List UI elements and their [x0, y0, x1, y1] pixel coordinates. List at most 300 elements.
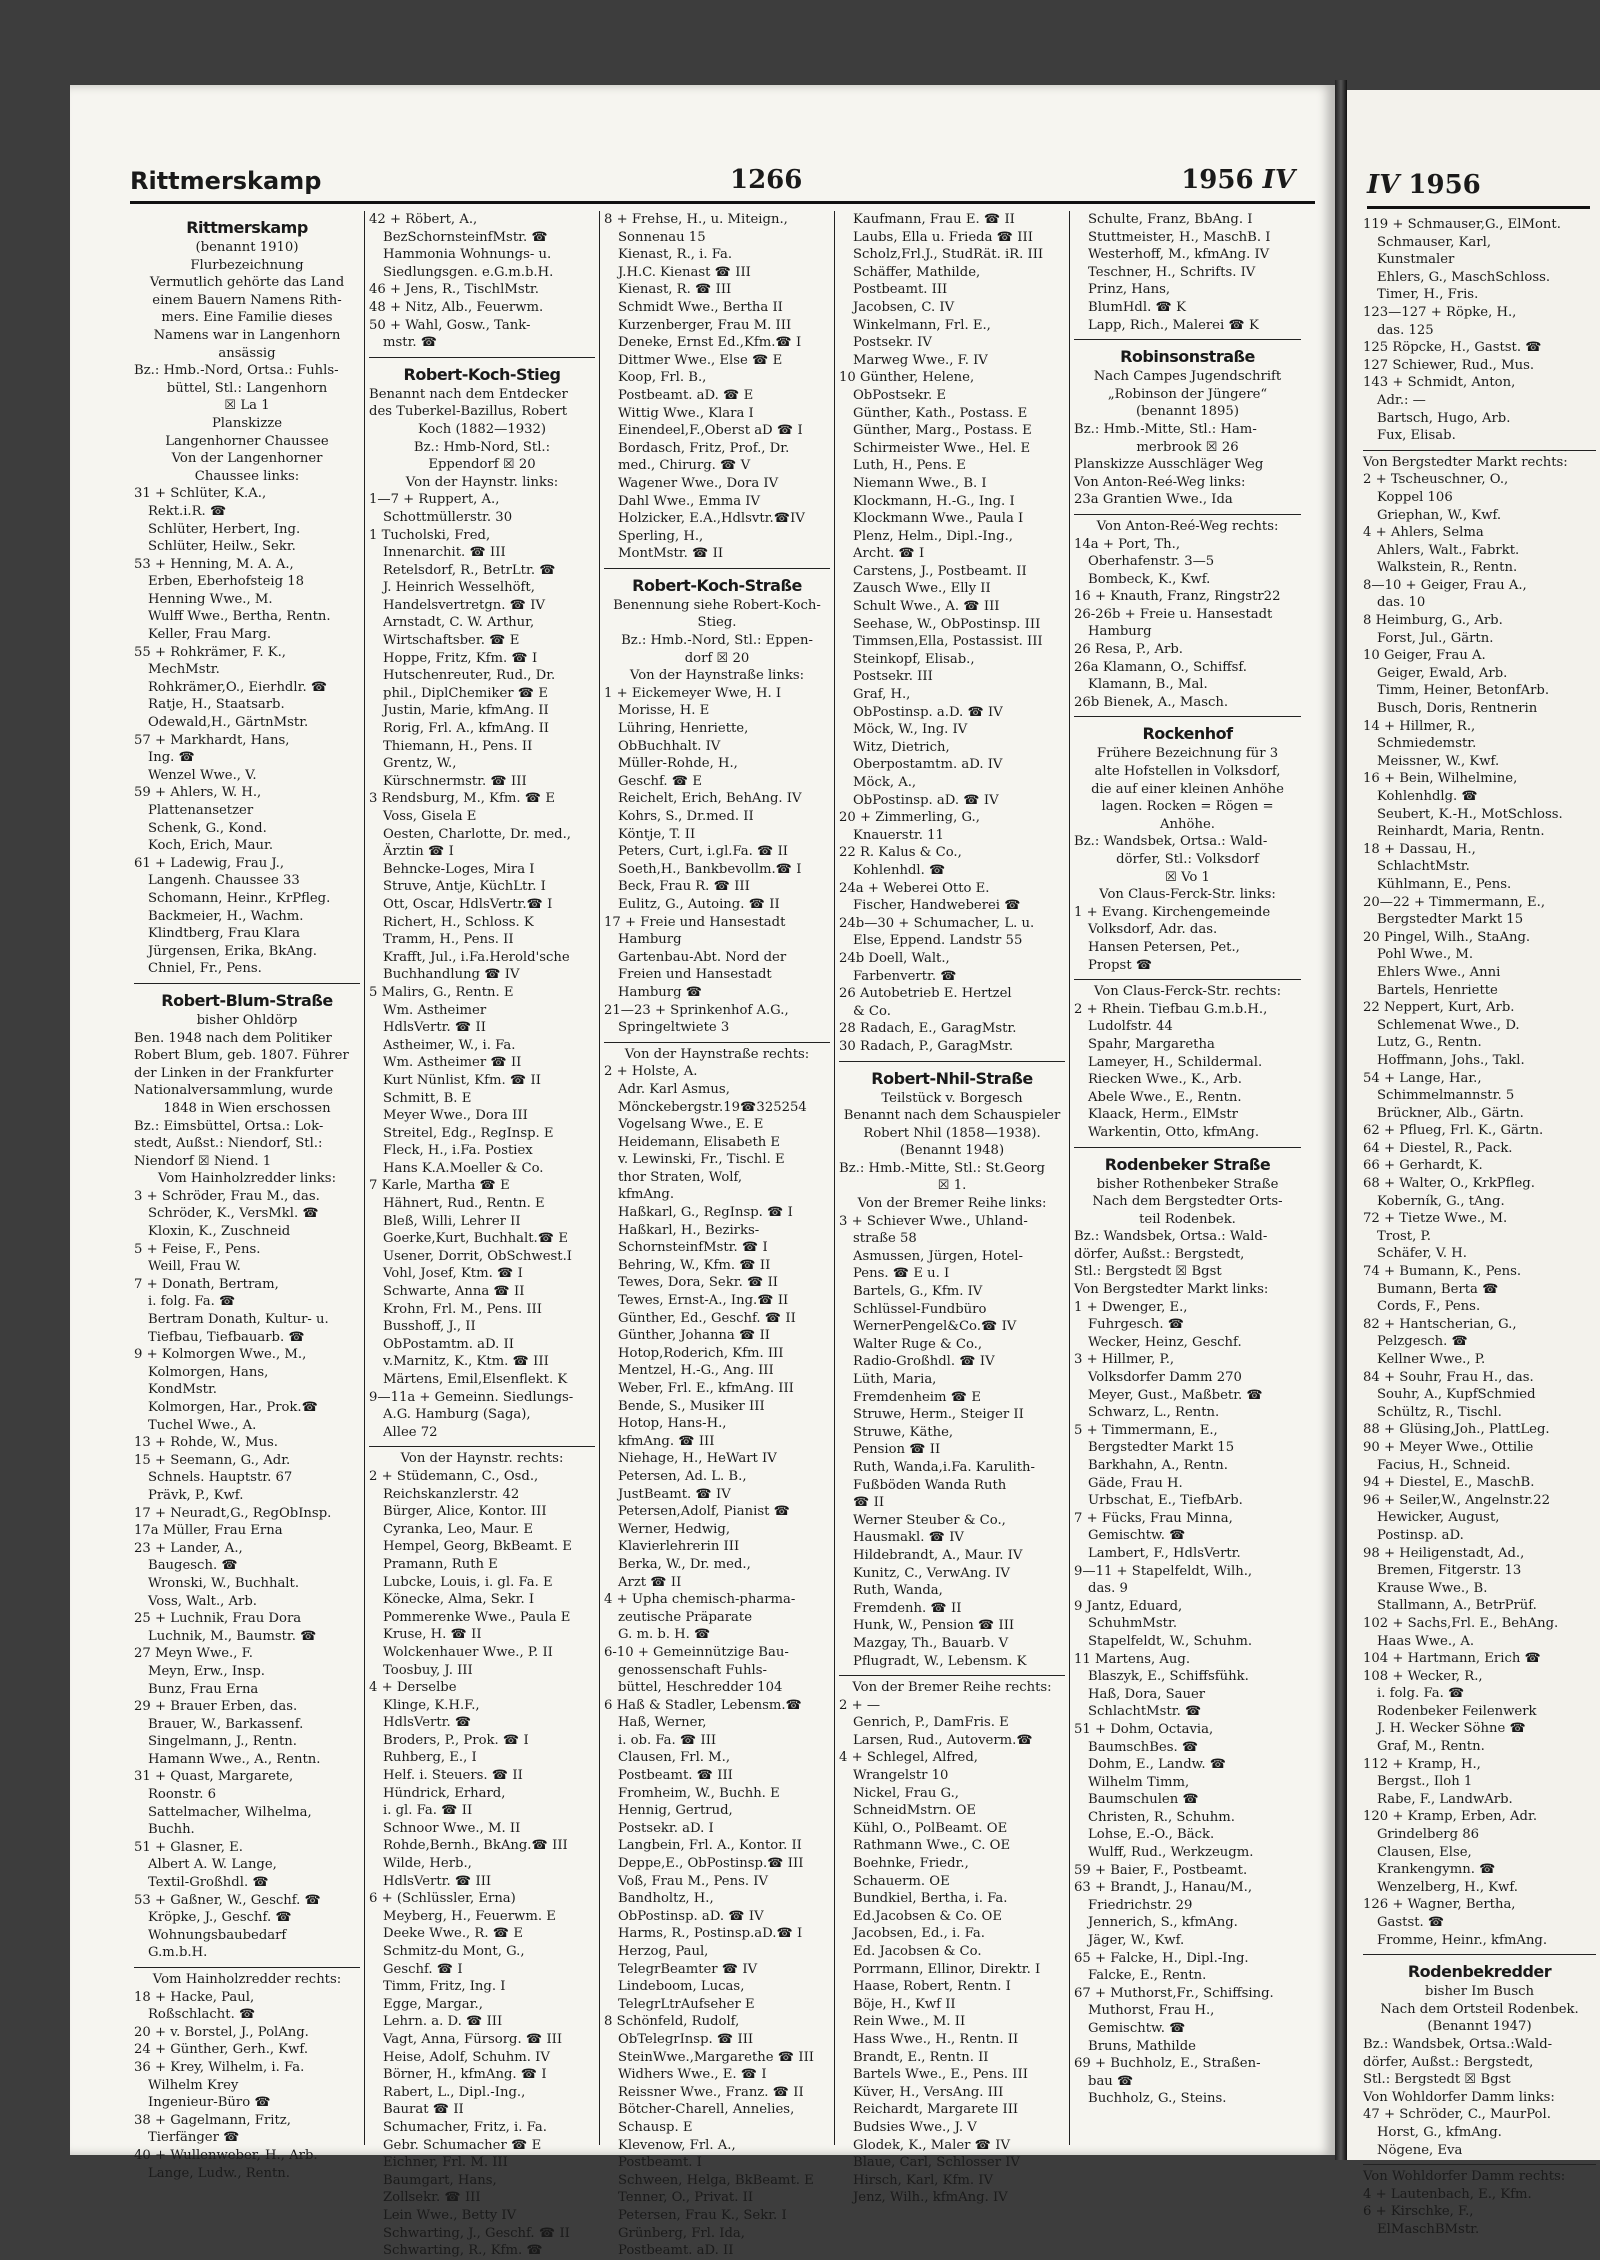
resident-entry: Christen, R., Schuhm.: [1088, 1809, 1235, 1825]
resident-entry: Schlüssel-Fundbüro: [853, 1301, 987, 1317]
street-note: büttel, Stl.: Langenhorn: [166, 380, 328, 396]
address-entry: 53 + Henning, M. A. A.,: [134, 556, 294, 572]
address-entry: 3 Rendsburg, M., Kfm. ☎ E: [369, 791, 556, 807]
street-note: Langenhorner Chaussee: [165, 433, 329, 449]
resident-entry: Weber, Frl. E., kfmAng. III: [618, 1381, 794, 1396]
resident-entry: Märtens, Emil,Elsenflekt. K: [383, 1372, 568, 1387]
address-entry: Bz.: Wandsbek, Ortsa.:Wald-: [1363, 2036, 1553, 2052]
resident-entry: Postbeamt. aD. ☎ E: [618, 387, 754, 403]
street-heading: Robinsonstraße: [1120, 347, 1255, 367]
resident-entry: Müller-Rohde, H.,: [618, 756, 738, 772]
resident-entry: Haas Wwe., A.: [1377, 1633, 1475, 1649]
resident-entry: Kohlenhdlg. ☎: [1377, 789, 1478, 804]
resident-entry: Köntje, T. II: [618, 826, 696, 842]
resident-entry: Möck, A.,: [853, 775, 917, 790]
street-note: ☒ La 1: [224, 398, 270, 414]
street-note: Vermutlich gehörte das Land: [149, 275, 345, 291]
resident-entry: Vogelsang Wwe., E. E: [618, 1117, 764, 1133]
street-note: Nach dem Ortsteil Rodenbek.: [1380, 2001, 1579, 2017]
resident-entry: Schnoor Wwe., M. II: [383, 1820, 521, 1836]
resident-entry: genossenschaft Fuhls-: [618, 1662, 767, 1678]
resident-entry: Thiemann, H., Pens. II: [383, 738, 533, 754]
resident-entry: Reichardt, Margarete III: [853, 2102, 1019, 2118]
resident-entry: Hempel, Georg, BkBeamt. E: [383, 1539, 572, 1555]
resident-entry: Kienast, R. ☎ III: [618, 282, 732, 298]
resident-entry: Ruhberg, E., I: [383, 1750, 477, 1766]
resident-entry: ObPostinsp. aD. ☎ IV: [853, 792, 999, 808]
address-entry: Benannt nach dem Entdecker: [369, 386, 568, 402]
resident-entry: Koop, Frl. B.,: [618, 370, 707, 386]
resident-entry: Carstens, J., Postbeamt. II: [853, 563, 1027, 579]
resident-entry: Kellner Wwe., P.: [1377, 1352, 1486, 1367]
resident-entry: Roßschlacht. ☎: [148, 2007, 256, 2023]
resident-entry: Hamann Wwe., A., Rentn.: [148, 1751, 321, 1767]
resident-entry: Sonnenau 15: [618, 229, 706, 245]
address-entry: 22 Neppert, Kurt, Arb.: [1363, 1000, 1515, 1016]
resident-entry: Küver, H., VersAng. III: [853, 2084, 1004, 2100]
resident-entry: Schmitt, B. E: [383, 1090, 472, 1106]
address-entry: 8 Schönfeld, Rudolf,: [604, 2014, 740, 2030]
resident-entry: Witz, Dietrich,: [853, 739, 950, 755]
resident-entry: Petersen,Adolf, Pianist ☎: [618, 1504, 791, 1520]
address-entry: 112 + Kramp, H.,: [1363, 1756, 1481, 1772]
resident-entry: Wm. Astheimer ☎ II: [383, 1055, 522, 1071]
resident-entry: Jacobsen, C. IV: [853, 299, 955, 315]
street-note: (benannt 1910): [195, 240, 299, 255]
address-entry: 98 + Heiligenstadt, Ad.,: [1363, 1545, 1525, 1561]
address-entry: 7 Karle, Martha ☎ E: [369, 1178, 510, 1194]
resident-entry: Pohl Wwe., M.: [1377, 947, 1474, 963]
resident-entry: Fuhrgesch. ☎: [1088, 1317, 1185, 1333]
address-entry: 47 + Schröder, C., MaurPol.: [1363, 2107, 1551, 2123]
resident-entry: Falcke, E., Rentn.: [1088, 1968, 1207, 1984]
address-entry: 4 + Schlegel, Alfred,: [839, 1750, 978, 1766]
address-entry: der Linken in der Frankfurter: [134, 1065, 334, 1081]
resident-entry: Tramm, H., Pens. II: [383, 932, 514, 948]
right-page-header: [1367, 170, 1590, 209]
resident-entry: HdlsVertr. ☎ II: [383, 1020, 486, 1036]
resident-entry: Hähnert, Rud., Rentn. E: [383, 1196, 545, 1212]
resident-entry: Bombeck, K., Kwf.: [1088, 571, 1211, 587]
resident-entry: Struve, Antje, KüchLtr. I: [383, 879, 546, 895]
address-entry: 46 + Jens, R., TischlMstr.: [369, 282, 539, 298]
address-entry: 5 + Timmermann, E.,: [1074, 1422, 1218, 1438]
street-note: Koch (1882—1932): [417, 421, 547, 437]
address-entry: 1—7 + Ruppert, A.,: [369, 492, 500, 508]
address-entry: 67 + Muthorst,Fr., Schiffsing.: [1074, 1985, 1274, 2001]
street-note: Benannt nach dem Schauspieler: [843, 1108, 1061, 1124]
resident-entry: Prävk, P., Kwf.: [148, 1487, 244, 1503]
address-entry: 17 + Freie und Hansestadt: [604, 914, 786, 930]
street-note: Von der Bremer Reihe rechts:: [852, 1680, 1052, 1696]
address-entry: 25 + Luchnik, Frau Dora: [134, 1611, 302, 1627]
address-entry: 126 + Wagner, Bertha,: [1363, 1897, 1516, 1913]
address-entry: 5 Malirs, G., Rentn. E: [369, 984, 514, 1000]
running-street-name: Rittmerskamp: [130, 167, 322, 195]
resident-entry: zeutische Präparate: [618, 1609, 753, 1625]
address-entry: 13 + Rohde, W., Mus.: [134, 1435, 278, 1451]
resident-entry: Niemann Wwe., B. I: [853, 475, 987, 491]
address-entry: 10 Günther, Helene,: [839, 370, 975, 386]
address-entry: 65 + Falcke, H., Dipl.-Ing.: [1074, 1950, 1249, 1966]
resident-entry: Postbeamt. I: [618, 2155, 702, 2171]
resident-entry: Postsekr. III: [853, 669, 933, 685]
resident-entry: Schomann, Heinr., KrPfleg.: [148, 890, 331, 906]
resident-entry: Koberník, G., tAng.: [1377, 1193, 1505, 1209]
address-entry: 2 + Stüdemann, C., Osd.,: [369, 1468, 539, 1484]
resident-entry: Rekt.i.R. ☎: [148, 503, 227, 519]
resident-entry: Schenk, G., Kond.: [148, 820, 267, 836]
resident-entry: Springeltwiete 3: [618, 1020, 730, 1036]
resident-entry: Ehlers Wwe., Anni: [1377, 964, 1501, 980]
resident-entry: Kröpke, J., Geschf. ☎: [148, 1910, 292, 1926]
resident-entry: ObBuchhalt. IV: [618, 738, 721, 754]
resident-entry: Handelsvertretgn. ☎ IV: [383, 597, 546, 613]
address-entry: Von Wohldorfer Damm links:: [1363, 2089, 1555, 2105]
resident-entry: Gebr. Schumacher ☎ E: [383, 2137, 542, 2153]
resident-entry: Schauerm. OE: [853, 1873, 950, 1889]
resident-entry: J.H.C. Kienast ☎ III: [618, 264, 751, 280]
resident-entry: Ratje, H., Staatsarb.: [148, 697, 285, 713]
address-entry: 31 + Quast, Margarete,: [134, 1769, 294, 1785]
resident-entry: Timer, H., Fris.: [1377, 287, 1479, 303]
resident-entry: Volksdorf, Adr. das.: [1088, 922, 1218, 938]
resident-entry: v. Lewinski, Fr., Tischl. E: [618, 1152, 785, 1168]
address-entry: 5 + Feise, F., Pens.: [134, 1241, 261, 1257]
resident-entry: Steinkopf, Elisab.,: [853, 651, 975, 667]
address-entry: 20 + Zimmerling, G.,: [839, 810, 980, 826]
resident-entry: Kürschnermstr. ☎ III: [383, 773, 527, 789]
resident-entry: Morisse, H. E: [618, 703, 710, 719]
resident-entry: Brückner, Alb., Gärtn.: [1377, 1105, 1524, 1121]
resident-entry: Schröder, K., VersMkl. ☎: [148, 1206, 319, 1222]
street-note: Eppendorf ☒ 20: [428, 457, 536, 473]
resident-entry: Schnels. Hauptstr. 67: [148, 1470, 293, 1486]
address-entry: Bz.: Hmb.-Nord, Ortsa.: Fuhls-: [134, 363, 339, 379]
resident-entry: Schäfer, V. H.: [1377, 1246, 1467, 1262]
street-note: teil Rodenbek.: [1139, 1211, 1236, 1227]
street-heading: Rockenhof: [1142, 724, 1233, 744]
year-section: 1956 IV: [1181, 165, 1295, 195]
resident-entry: Clausen, Frl. M.,: [618, 1750, 731, 1766]
address-entry: 123—127 + Röpke, H.,: [1363, 304, 1517, 320]
street-note: bisher Ohldörp: [196, 1012, 298, 1028]
resident-entry: das. 9: [1088, 1581, 1128, 1597]
resident-entry: Krause Wwe., B.: [1377, 1580, 1488, 1596]
address-entry: Planskizze Ausschläger Weg: [1074, 457, 1264, 473]
resident-entry: Kruse, H. ☎ II: [383, 1627, 482, 1643]
section-divider: [1074, 1147, 1301, 1148]
address-entry: 27 Meyn Wwe., F.: [134, 1646, 253, 1662]
resident-entry: Cords, F., Pens.: [1377, 1299, 1481, 1315]
resident-entry: Kolmorgen, Har., Prok.☎: [148, 1400, 319, 1415]
resident-entry: Börner, H., kfmAng. ☎ I: [383, 2067, 547, 2083]
section-divider: [604, 1042, 830, 1043]
resident-entry: Odewald,H., GärtnMstr.: [148, 715, 309, 731]
street-note: Chaussee links:: [194, 468, 300, 484]
resident-entry: Fußböden Wanda Ruth: [853, 1477, 1007, 1493]
resident-entry: Ahlers, Walt., Fabrkt.: [1377, 542, 1520, 558]
resident-entry: Jürgensen, Erika, BkAng.: [148, 943, 317, 959]
resident-entry: Griephan, W., Kwf.: [1377, 507, 1502, 523]
resident-entry: Reichskanzlerstr. 42: [383, 1486, 520, 1502]
address-entry: 20 Pingel, Wilh., StaAng.: [1363, 929, 1531, 945]
resident-entry: Textil-Großhdl. ☎: [148, 1875, 269, 1891]
resident-entry: Widhers Wwe., E. ☎ I: [618, 2067, 767, 2083]
resident-entry: Graf, H.,: [853, 687, 911, 703]
resident-entry: SchuhmMstr.: [1088, 1616, 1178, 1632]
resident-entry: Bartels Wwe., E., Pens. III: [853, 2067, 1028, 2083]
street-note: Planskizze: [211, 415, 283, 431]
resident-entry: Struwe, Käthe,: [853, 1424, 954, 1440]
resident-entry: BezSchornsteinfMstr. ☎: [383, 229, 548, 245]
resident-entry: Eichner, Frl. M. III: [383, 2155, 508, 2171]
section-divider: [1074, 514, 1301, 515]
resident-entry: Astheimer, W., i. Fa.: [383, 1037, 516, 1053]
resident-entry: Timm, Fritz, Ing. I: [383, 1979, 506, 1995]
resident-entry: Sperling, H.,: [618, 528, 704, 544]
resident-entry: Blaszyk, E., Schiffsfühk.: [1088, 1669, 1249, 1685]
resident-entry: Kühlmann, E., Pens.: [1377, 876, 1512, 892]
resident-entry: Kohrs, S., Dr.med. II: [618, 809, 754, 824]
address-entry: 24b Doell, Walt.,: [839, 950, 950, 966]
section-divider: [1363, 1954, 1596, 1955]
resident-entry: Ott, Oscar, HdlsVertr.☎ I: [383, 896, 553, 912]
resident-entry: Meyn, Erw., Insp.: [148, 1663, 265, 1679]
resident-entry: Busch, Doris, Rentnerin: [1377, 701, 1538, 717]
resident-entry: Broders, P., Prok. ☎ I: [383, 1732, 529, 1748]
resident-entry: Helf. i. Steuers. ☎ II: [383, 1768, 523, 1784]
resident-entry: Budsies Wwe., J. V: [853, 2119, 977, 2135]
address-entry: 31 + Schlüter, K.A.,: [134, 486, 267, 502]
street-note: Bz.: Hmb-Nord, Stl.:: [413, 439, 551, 455]
resident-entry: Pelzgesch. ☎: [1377, 1334, 1468, 1350]
street-note: bisher Rothenbeker Straße: [1096, 1176, 1279, 1192]
address-entry: 125 Röpcke, H., Gastst. ☎: [1363, 340, 1542, 356]
resident-entry: Baumgart, Hans,: [383, 2172, 497, 2188]
resident-entry: Forst, Jul., Gärtn.: [1377, 630, 1494, 646]
resident-entry: Krafft, Jul., i.Fa.Herold'sche: [383, 949, 570, 965]
resident-entry: Lühring, Henriette,: [618, 721, 749, 737]
resident-entry: SchornsteinfMstr. ☎ I: [618, 1240, 768, 1256]
column-5: [1070, 211, 1305, 2145]
resident-entry: ObPostamtm. aD. II: [383, 1336, 514, 1352]
resident-entry: Bötcher-Charell, Annelies,: [618, 2102, 795, 2118]
resident-entry: G.m.b.H.: [148, 1945, 208, 1961]
resident-entry: Souhr, A., KupfSchmied: [1377, 1387, 1536, 1403]
resident-entry: Bergst., Iloh 1: [1377, 1774, 1473, 1790]
resident-entry: Lameyer, H., Schildermal.: [1088, 1054, 1263, 1070]
resident-entry: das. 10: [1377, 595, 1426, 611]
address-entry: 38 + Gagelmann, Fritz,: [134, 2112, 291, 2128]
book-gutter: [1335, 80, 1347, 2160]
resident-entry: Fischer, Handweberei ☎: [853, 898, 1021, 914]
resident-entry: Möck, W., Ing. IV: [853, 722, 968, 738]
resident-entry: Hennig, Gertrud,: [618, 1803, 733, 1819]
resident-entry: Spahr, Margaretha: [1088, 1036, 1215, 1052]
street-note: Namens war in Langenhorn: [153, 327, 341, 343]
resident-entry: Tuchel Wwe., A.: [148, 1417, 257, 1433]
resident-entry: Gemischtw. ☎: [1088, 2021, 1186, 2036]
resident-entry: & Co.: [853, 1003, 891, 1019]
street-note: Vom Hainholzredder links:: [157, 1171, 337, 1187]
resident-entry: Jenz, Wilh., kfmAng. IV: [853, 2190, 1008, 2206]
resident-entry: Clausen, Else,: [1377, 1844, 1472, 1860]
address-entry: 1 + Eickemeyer Wwe, H. I: [604, 685, 782, 701]
resident-entry: Pens. ☎ E u. I: [853, 1266, 950, 1282]
address-entry: 24b—30 + Schumacher, L. u.: [839, 915, 1035, 931]
resident-entry: J. Heinrich Wesselhöft,: [383, 580, 535, 596]
resident-entry: Haase, Robert, Rentn. I: [853, 1979, 1011, 1995]
resident-entry: ObPostinsp. a.D. ☎ IV: [853, 704, 1003, 720]
resident-entry: Pommerenke Wwe., Paula E: [383, 1609, 571, 1625]
resident-entry: Porrmann, Ellinor, Direktr. I: [853, 1961, 1041, 1977]
resident-entry: Glodek, K., Maler ☎ IV: [853, 2137, 1010, 2153]
street-note: dorf ☒ 20: [684, 650, 750, 666]
resident-entry: Mazgay, Th., Bauarb. V: [853, 1635, 1009, 1651]
resident-entry: Horst, G., kfmAng.: [1377, 2124, 1502, 2140]
resident-entry: Herzog, Paul,: [618, 1944, 709, 1959]
resident-entry: Dohm, E., Landw. ☎: [1088, 1757, 1227, 1773]
address-entry: Von Wohldorfer Damm rechts:: [1363, 2169, 1566, 2185]
street-note: dörfer, Stl.: Volksdorf: [1116, 852, 1259, 867]
address-entry: 74 + Bumann, K., Pens.: [1363, 1264, 1522, 1280]
resident-entry: Kühl, O., PolBeamt. OE: [853, 1820, 1008, 1836]
resident-entry: Graf, M., Rentn.: [1377, 1739, 1485, 1755]
resident-entry: Arnstadt, C. W. Arthur,: [383, 615, 535, 631]
resident-entry: Dittmer Wwe., Else ☎ E: [618, 352, 783, 368]
resident-entry: Böje, H., Kwf II: [853, 1996, 956, 2012]
resident-entry: Sattelmacher, Wilhelma,: [148, 1804, 312, 1820]
resident-entry: Schulte, Franz, BbAng. I: [1088, 212, 1253, 227]
resident-entry: Koppel 106: [1377, 489, 1453, 505]
resident-entry: Rohkrämer,O., Eierhdlr. ☎: [148, 679, 328, 695]
address-entry: Nationalversammlung, wurde: [134, 1083, 333, 1099]
resident-entry: Volksdorfer Damm 270: [1088, 1370, 1242, 1386]
resident-entry: Nögene, Eva: [1377, 2142, 1463, 2158]
resident-entry: Bartels, Henriette: [1377, 982, 1498, 998]
street-heading: Robert-Blum-Straße: [161, 990, 333, 1010]
resident-entry: Bartsch, Hugo, Arb.: [1377, 410, 1511, 426]
resident-entry: Werner, Hedwig,: [618, 1521, 731, 1537]
street-note: Von Claus-Ferck-Str. links:: [1099, 887, 1276, 903]
address-entry: 1 Tucholski, Fred,: [369, 527, 491, 543]
resident-entry: Haß, Werner,: [618, 1715, 707, 1731]
address-entry: Bz.: Wandsbek, Ortsa.: Wald-: [1074, 1229, 1268, 1245]
resident-entry: Lohse, E.-O., Bäck.: [1088, 1827, 1215, 1843]
resident-entry: Farbenvertr. ☎: [853, 968, 957, 984]
resident-entry: Larsen, Rud., Autoverm.☎: [853, 1732, 1033, 1748]
resident-entry: Pflugradt, W., Lebensm. K: [853, 1653, 1027, 1669]
address-entry: Stl.: Bergstedt ☒ Bgst: [1363, 2072, 1511, 2088]
resident-entry: kfmAng.: [618, 1187, 675, 1203]
column-3: [600, 211, 835, 2259]
resident-entry: Schmitz-du Mont, G.,: [383, 1944, 525, 1959]
resident-entry: Bleß, Willi, Lehrer II: [383, 1213, 521, 1229]
address-entry: 54 + Lange, Har.,: [1363, 1070, 1482, 1086]
address-entry: 29 + Brauer Erben, das.: [134, 1699, 298, 1715]
page-number: 1266: [730, 165, 803, 195]
resident-entry: Könecke, Alma, Sekr. I: [383, 1592, 535, 1608]
resident-entry: A.G. Hamburg (Saga),: [383, 1407, 531, 1423]
address-entry: 9 + Kolmorgen Wwe., M.,: [134, 1347, 307, 1363]
resident-entry: Wrangelstr 10: [853, 1768, 949, 1784]
resident-entry: büttel, Heschredder 104: [618, 1680, 783, 1696]
resident-entry: Gemischtw. ☎: [1088, 1528, 1186, 1544]
resident-entry: med., Chirurg. ☎ V: [618, 458, 751, 474]
resident-entry: Buchholz, G., Steins.: [1088, 2091, 1227, 2107]
resident-entry: Zollsekr. ☎ III: [383, 2190, 481, 2206]
section-divider: [134, 983, 360, 984]
address-entry: 66 + Gerhardt, K.: [1363, 1158, 1483, 1174]
resident-entry: Timmsen,Ella, Postassist. III: [853, 634, 1043, 650]
street-heading: Robert-Nhil-Straße: [871, 1068, 1033, 1088]
address-entry: 14 + Hillmer, R.,: [1363, 718, 1476, 734]
address-entry: 62 + Pflueg, Frl. K., Gärtn.: [1363, 1123, 1544, 1139]
resident-entry: Heidemann, Elisabeth E: [618, 1134, 781, 1150]
resident-entry: Boehnke, Friedr.,: [853, 1856, 969, 1872]
resident-entry: Rabert, L., Dipl.-Ing.,: [383, 2084, 526, 2100]
resident-entry: JustBeamt. ☎ IV: [618, 1486, 731, 1502]
address-entry: 10 Geiger, Frau A.: [1363, 648, 1486, 664]
resident-entry: Jäger, W., Kwf.: [1088, 1933, 1185, 1949]
address-entry: 26b Bienek, A., Masch.: [1074, 694, 1229, 710]
page-header: [130, 165, 1315, 204]
address-entry: 6 + (Schlüssler, Erna): [369, 1891, 516, 1907]
resident-entry: Oberpostamtm. aD. IV: [853, 757, 1003, 773]
resident-entry: SchlachtMstr.: [1377, 859, 1470, 875]
street-heading: Robert-Koch-Straße: [632, 575, 802, 595]
street-heading: Rodenbekredder: [1407, 1962, 1552, 1982]
resident-entry: Harms, R., Postinsp.aD.☎ I: [618, 1926, 803, 1942]
section-divider: [839, 1061, 1065, 1062]
address-entry: 9 Jantz, Eduard,: [1074, 1598, 1183, 1614]
column-4: [835, 211, 1070, 2206]
resident-entry: Postbeamt. aD. II: [618, 2243, 734, 2259]
address-entry: dörfer, Außst.: Bergstedt,: [1363, 2054, 1534, 2070]
resident-entry: ElMaschBMstr.: [1377, 2221, 1480, 2237]
address-entry: 8 Heimburg, G., Arb.: [1363, 613, 1503, 629]
resident-entry: Petersen, Frau K., Sekr. I: [618, 2207, 787, 2223]
resident-entry: Wittig Wwe., Klara I: [618, 405, 754, 421]
resident-entry: Kohlenhdl. ☎: [853, 862, 946, 878]
resident-entry: Genrich, P., DamFris. E: [853, 1715, 1009, 1731]
resident-entry: HdlsVertr. ☎: [383, 1715, 472, 1731]
resident-entry: Günther, Johanna ☎ II: [618, 1328, 771, 1344]
resident-entry: Hündrick, Erhard,: [383, 1785, 506, 1801]
resident-entry: Grentz, W.,: [383, 756, 457, 772]
resident-entry: Meissner, W., Kwf.: [1377, 753, 1500, 769]
address-entry: 18 + Hacke, Paul,: [134, 1989, 255, 2005]
resident-entry: Singelmann, J., Rentn.: [148, 1734, 297, 1750]
street-note: Von Claus-Ferck-Str. rechts:: [1093, 984, 1282, 1000]
street-note: mers. Eine Familie dieses: [161, 310, 333, 326]
resident-entry: Plenz, Helm., Dipl.-Ing.,: [853, 528, 1013, 544]
address-entry: 120 + Kramp, Erben, Adr.: [1363, 1809, 1538, 1825]
resident-entry: Kurzenberger, Frau M. III: [618, 317, 792, 333]
section-divider: [1363, 2164, 1596, 2165]
resident-entry: Tewes, Ernst-A., Ing.☎ II: [618, 1293, 789, 1309]
street-note: Von Anton-Reé-Weg rechts:: [1096, 518, 1279, 534]
resident-entry: Wirtschaftsber. ☎ E: [383, 633, 520, 649]
resident-entry: Geiger, Ewald, Arb.: [1377, 665, 1508, 681]
street-note: Anhöhe.: [1160, 816, 1215, 832]
resident-entry: Oberhafenstr. 3—5: [1088, 554, 1215, 570]
address-entry: 55 + Rohkrämer, F. K.,: [134, 644, 286, 660]
street-note: Von der Haynstraße rechts:: [624, 1046, 810, 1062]
resident-entry: Postbeamt. III: [853, 282, 948, 298]
address-entry: 82 + Hantscherian, G.,: [1363, 1316, 1517, 1332]
